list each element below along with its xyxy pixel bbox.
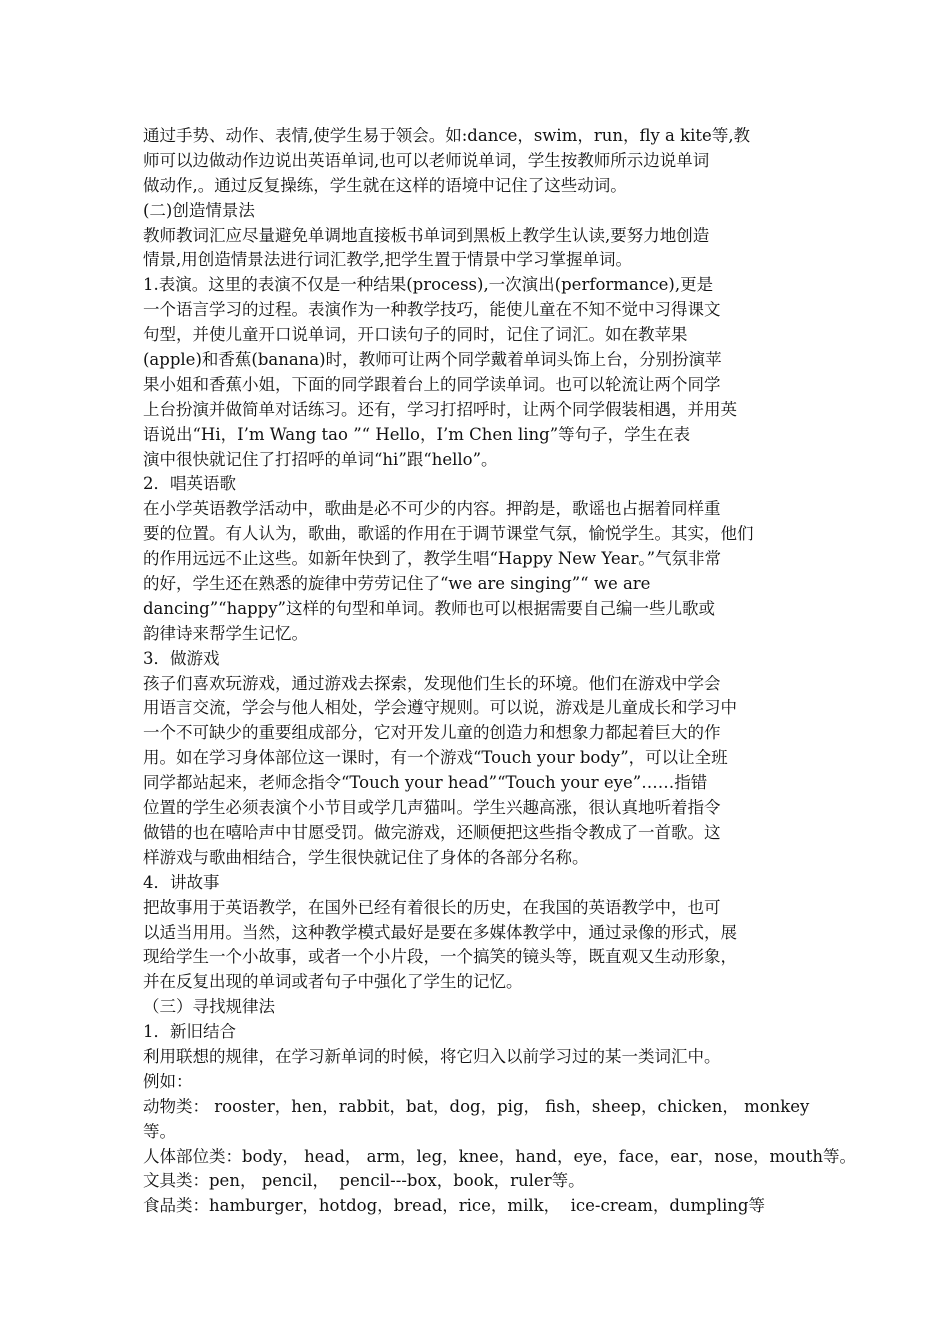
body-text-line: 师可以边做动作边说出英语单词,也可以老师说单词，学生按教师所示边说单词: [143, 150, 710, 170]
body-text-line: 语说出“Hi，I’m Wang tao ”“ Hello，I’m Chen ling”等句子，学生在表: [143, 424, 691, 444]
body-text-line: 等。: [143, 1121, 176, 1141]
body-text-line: 以适当用用。当然，这种教学模式最好是要在多媒体教学中，通过录像的形式，展: [143, 922, 737, 942]
subsection-heading: 1．新旧结合: [143, 1022, 236, 1042]
body-text-line: 上台扮演并做简单对话练习。还有，学习打招呼时，让两个同学假装相遇，并用英: [143, 399, 737, 419]
body-text-line: 做动作,。通过反复操练，学生就在这样的语境中记住了这些动词。: [143, 175, 627, 195]
body-text-line: 情景,用创造情景法进行词汇教学,把学生置于情景中学习掌握单词。: [143, 250, 632, 270]
body-text-line: (apple)和香蕉(banana)时，教师可让两个同学戴着单词头饰上台，分别扮演苹: [143, 350, 722, 370]
body-text-line: dancing”“happy”这样的句型和单词。教师也可以根据需要自己编一些儿歌或: [143, 598, 715, 618]
document-body: [143, 124, 856, 1219]
body-text-line: 食品类：hamburger，hotdog，bread，rice，milk， ice-cream，dumpling等: [143, 1196, 765, 1216]
body-text-line: 例如：: [143, 1071, 193, 1091]
body-text-line: 用。如在学习身体部位这一课时，有一个游戏“Touch your body”，可以让全班: [143, 748, 728, 768]
body-text-line: 位置的学生必须表演个小节目或学几声猫叫。学生兴趣高涨，很认真地听着指令: [143, 798, 721, 818]
body-text-line: 文具类：pen， pencil， pencil---box，book，ruler等。: [143, 1171, 585, 1191]
body-text-line: 利用联想的规律，在学习新单词的时候，将它归入以前学习过的某一类词汇中。: [143, 1046, 721, 1066]
body-text-line: 把故事用于英语教学，在国外已经有着很长的历史，在我国的英语教学中，也可: [143, 897, 721, 917]
body-text-line: 用语言交流，学会与他人相处，学会遵守规则。可以说，游戏是儿童成长和学习中: [143, 698, 737, 718]
body-text-line: 一个不可缺少的重要组成部分，它对开发儿童的创造力和想象力都起着巨大的作: [143, 723, 721, 743]
body-text-line: 的好，学生还在熟悉的旋律中劳劳记住了“we are singing”“ we are: [143, 574, 651, 594]
subsection-heading: 4．讲故事: [143, 872, 220, 892]
body-text-line: 孩子们喜欢玩游戏，通过游戏去探索，发现他们生长的环境。他们在游戏中学会: [143, 673, 721, 693]
body-text-line: 人体部位类：body， head， arm，leg，knee，hand，eye，face，ear，nose，mouth等。: [143, 1146, 856, 1166]
body-text-line: 的作用远远不止这些。如新年快到了，教学生唱“Happy New Year。”气氛非常: [143, 549, 722, 569]
body-text-line: 韵律诗来帮学生记忆。: [143, 623, 308, 643]
body-text-line: 并在反复出现的单词或者句子中强化了学生的记忆。: [143, 972, 523, 992]
body-text-line: 动物类： rooster，hen，rabbit，bat，dog，pig， fish，sheep，chicken， monkey: [143, 1096, 810, 1116]
subsection-heading: 3．做游戏: [143, 648, 220, 668]
body-text-line: 现给学生一个小故事，或者一个小片段，一个搞笑的镜头等，既直观又生动形象，: [143, 947, 737, 967]
body-text-line: 样游戏与歌曲相结合，学生很快就记住了身体的各部分名称。: [143, 847, 589, 867]
body-text-line: 果小姐和香蕉小姐，下面的同学跟着台上的同学读单词。也可以轮流让两个同学: [143, 374, 721, 394]
body-text-line: 句型，并使儿童开口说单词，开口读句子的同时，记住了词汇。如在教苹果: [143, 325, 688, 345]
body-text-line: 演中很快就记住了打招呼的单词“hi”跟“hello”。: [143, 449, 498, 469]
body-text-line: 一个语言学习的过程。表演作为一种教学技巧，能使儿童在不知不觉中习得课文: [143, 300, 721, 320]
body-text-line: 通过手势、动作、表情,使学生易于领会。如:dance，swim，run，fly a kite等,教: [143, 126, 751, 145]
body-text-line: 做错的也在嘻哈声中甘愿受罚。做完游戏，还顺便把这些指令教成了一首歌。这: [143, 822, 721, 842]
body-text-line: 同学都站起来，老师念指令“Touch your head”“Touch your eye”……指错: [143, 773, 708, 793]
section-heading: （三）寻找规律法: [143, 997, 275, 1017]
body-text-line: 要的位置。有人认为，歌曲，歌谣的作用在于调节课堂气氛，愉悦学生。其实，他们: [143, 524, 754, 544]
section-heading: (二)创造情景法: [143, 200, 255, 220]
body-text-line: 教师教词汇应尽量避免单调地直接板书单词到黑板上教学生认读,要努力地创造: [143, 225, 710, 245]
body-text-line: 1.表演。这里的表演不仅是一种结果(process),一次演出(performance),更是: [143, 275, 714, 295]
subsection-heading: 2．唱英语歌: [143, 474, 236, 494]
body-text-line: 在小学英语教学活动中，歌曲是必不可少的内容。押韵是，歌谣也占据着同样重: [143, 499, 721, 519]
